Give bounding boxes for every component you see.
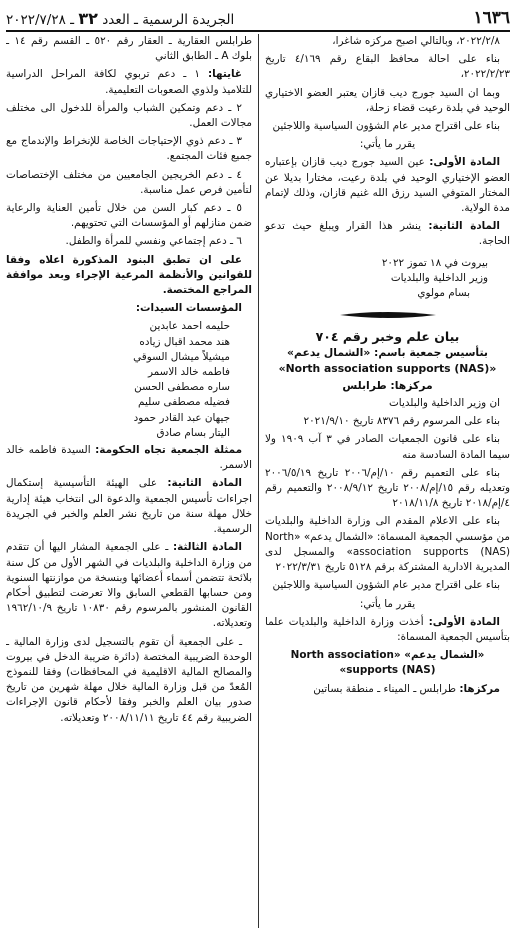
page-number: ١٦٣٦ <box>473 8 510 28</box>
signature-title: وزير الداخلية والبلديات <box>390 271 488 284</box>
goals-label: غايتها: <box>207 68 242 81</box>
founder-name: هند محمد اقبال زياده <box>139 335 230 348</box>
signature-name: بسام مولوي <box>417 287 470 300</box>
hq-text: طرابلس ـ الميناء ـ منطقة بساتين <box>313 682 457 695</box>
article-2 <box>265 219 510 249</box>
notice-subtitle: بتأسيس جمعية باسم: «الشمال يدعم» <box>287 346 488 360</box>
page-header <box>6 6 510 32</box>
goal-item: ٣ ـ دعم ذوي الإحتياجات الخاصة للإنخراط والإندماج مع جميع فئات المجتمع. <box>6 135 252 163</box>
rep-text: السيدة فاطمه خالد الاسمر. <box>6 444 252 472</box>
article-text: ـ على الجمعية المشار اليها أن تتقدم من وزارة الداخلية والبلديات في الشهر الأول من كل سنة بلائحة تتضمن أسماء أعضائها وبنسخة من موازنتها السنوية ومن حسابها القطعي السابق والا تعرضت لتطبيق أحكام القانون المنشور بالمرسوم رقم ١٠٨٣٠ تاريخ ١٩٦٢/١٠/٩ وتعديلاته. <box>6 541 252 630</box>
paragraph: بناء على احالة محافظ البقاع رقم ٤/١٦٩ تاريخ ٢٠٢٢/٢/٢٣، <box>265 53 510 81</box>
article-text: على الهيئة التأسيسية إستكمال اجراءات تأسيس الجمعية والدعوة الى انتخاب هيئة إدارية خلال مهلة سنة من تاريخ نشر العلم والخبر في الجريدة الرسمية. <box>6 477 252 536</box>
paragraph: بناء على اقتراح مدير عام الشؤون السياسية واللاجئين <box>272 579 500 592</box>
article-text: عين السيد جورج ديب قازان بإعتباره العضو الإختياري الوحيد في بلدة رعيت، مختارا بديلا عن المختار المتوفي السيد رزق الله غنيم قازان، وذلك لإتمام مدة الولاية. <box>265 156 510 215</box>
article-text: أخذت وزارة الداخلية والبلديات علما بتأسيس الجمعية المسماة: <box>265 615 510 643</box>
paragraph: وبما ان السيد جورج ديب قازان يعتبر العضو الاختياري الوحيد في بلدة رعيت قضاء زحلة، <box>265 86 510 114</box>
issue-date: ـ ٢٠٢٢/٧/٢٨ <box>6 11 75 28</box>
paragraph: ان وزير الداخلية والبلديات <box>389 397 500 410</box>
government-representative <box>6 443 252 473</box>
right-column <box>258 34 510 928</box>
article-label: المادة الثانية: <box>428 220 500 233</box>
founders-list <box>6 319 252 441</box>
section-divider <box>340 310 436 320</box>
notice-title: بيان علم وخبر رقم ٧٠٤ <box>315 329 460 345</box>
notice-hq-line <box>265 682 510 697</box>
article-label: المادة الأولى: <box>428 615 500 628</box>
paragraph: بناء على الاعلام المقدم الى وزارة الداخلية والبلديات من مؤسسي الجمعية المسماة: «الشمال يدعم» «North association supports (NAS)» والمسجل لدى المديرية الادارية المشتركة برقم ٥١٢٨ تاريخ ٢٠٢٢/٣/٣١ <box>265 515 510 574</box>
article-3-b: ـ على الجمعية أن تقوم بالتسجيل لدى وزارة المالية ـ الوحدة الضريبية المختصة (دائرة ضريبة الدخل في بيروت والمصالح المالية الاقليمية في المحافظات) وفقا للنموذج المُعدّ من قبل وزارة المالية خلال مهلة شهرين من تاريخ صدور بيان العلم والخبر وفقا لأحكام قانون الإجراءات الضريبية رقم ٤٤ تاريخ ٢٠٠٨/١١/١١ وتعديلاته. <box>6 635 252 724</box>
founder-name: ميشيلاً ميشال السوقي <box>133 350 230 363</box>
decides-heading: يقرر ما يأتي: <box>359 138 416 151</box>
association-name: «الشمال يدعم» «North association supports (NAS)» <box>290 649 485 677</box>
goal-item: ٢ ـ دعم وتمكين الشباب والمرأة للدخول الى مختلف مجالات العمل. <box>6 101 252 130</box>
hq-label: مركزها: <box>459 682 500 695</box>
article-2 <box>6 476 252 537</box>
article-label: المادة الثانية: <box>167 477 242 490</box>
rep-label: ممثلة الجمعية تجاه الحكومة: <box>95 444 242 457</box>
issue-number: ٣٢ <box>78 8 98 28</box>
notice-article-1 <box>265 615 510 645</box>
article-text: ينشر هذا القرار ويبلغ حيث تدعو الحاجة. <box>265 220 510 248</box>
founder-name: فاطمه خالد الاسمر <box>147 366 230 379</box>
goal-item: ٦ ـ دعم إجتماعي ونفسي للمرأة والطفل. <box>65 235 242 248</box>
condition-clause: على ان تطبق البنود المذكورة اعلاه وفقا للقوانين والأنظمة المرعية الإجراء وبعد موافقة المراجع المختصة. <box>6 253 252 297</box>
signature-date: بيروت في ١٨ تموز ٢٠٢٢ <box>381 256 488 269</box>
article-label: المادة الثالثة: <box>172 541 242 554</box>
founder-name: فضيله مصطفى سليم <box>138 396 230 409</box>
paragraph: ٢٠٢٢/٢/٨، وبالتالي اصبح مركزه شاغرا، <box>332 35 500 47</box>
goal-item: ٤ ـ دعم الخريجين الجامعيين من مختلف الإختصاصات لتأمين فرص عمل مناسبة. <box>6 168 252 196</box>
article-3 <box>6 540 252 631</box>
founders-label: المؤسسات السيدات: <box>135 302 242 315</box>
paragraph: بناء على اقتراح مدير عام الشؤون السياسية واللاجئين <box>272 120 500 133</box>
founder-name: ساره مصطفى الحسن <box>134 381 230 394</box>
page-columns <box>6 34 510 928</box>
article-1 <box>265 155 510 216</box>
goal-item: ١ ـ دعم تربوي لكافة المراحل الدراسية للتلاميذ ولذوي الصعوبات التعليمية. <box>6 68 252 96</box>
notice-subtitle-latin: «North association supports (NAS)» <box>278 361 497 375</box>
left-column <box>6 34 258 928</box>
running-title <box>6 9 234 28</box>
paragraph: بناء على التعميم رقم ١٠/إم/٢٠٠٦ تاريخ ٢٠٠٦/٥/١٩ وتعديله رقم ١٥/إم/٢٠٠٨ تاريخ ٢٠٠٨/٩/١٢ والتعميم رقم ٤/إم/٢٠١٨ تاريخ ٢٠١٨/١١/٨ <box>265 466 510 510</box>
founder-name: حليمه احمد عابدين <box>149 320 230 333</box>
decides-heading: يقرر ما يأتي: <box>359 597 416 610</box>
article-label: المادة الأولى: <box>429 156 501 169</box>
notice-hq: مركزها: طرابلس <box>342 378 433 392</box>
founder-name: اليتار بسام صادق <box>156 426 230 439</box>
paragraph: بناء على المرسوم رقم ٨٣٧٦ تاريخ ٢٠٢١/٩/١٠ <box>303 415 500 428</box>
goal-item: ٥ ـ دعم كبار السن من خلال تأمين العناية والرعاية ضمن منازلهم أو المؤسسات التي تحتويهم. <box>6 202 252 230</box>
paragraph: طرابلس العقارية ـ العقار رقم ٥٢٠ ـ القسم رقم ١٤ ـ بلوك A ـ الطابق الثاني <box>6 35 252 63</box>
founder-name: جيهان عبد القادر حمود <box>133 411 230 424</box>
goals <box>6 67 252 97</box>
paragraph: بناء على قانون الجمعيات الصادر في ٣ آب ١٩٠٩ ولا سيما المادة السادسة منه <box>265 433 510 461</box>
gazette-title: الجريدة الرسمية ـ العدد <box>102 11 235 28</box>
